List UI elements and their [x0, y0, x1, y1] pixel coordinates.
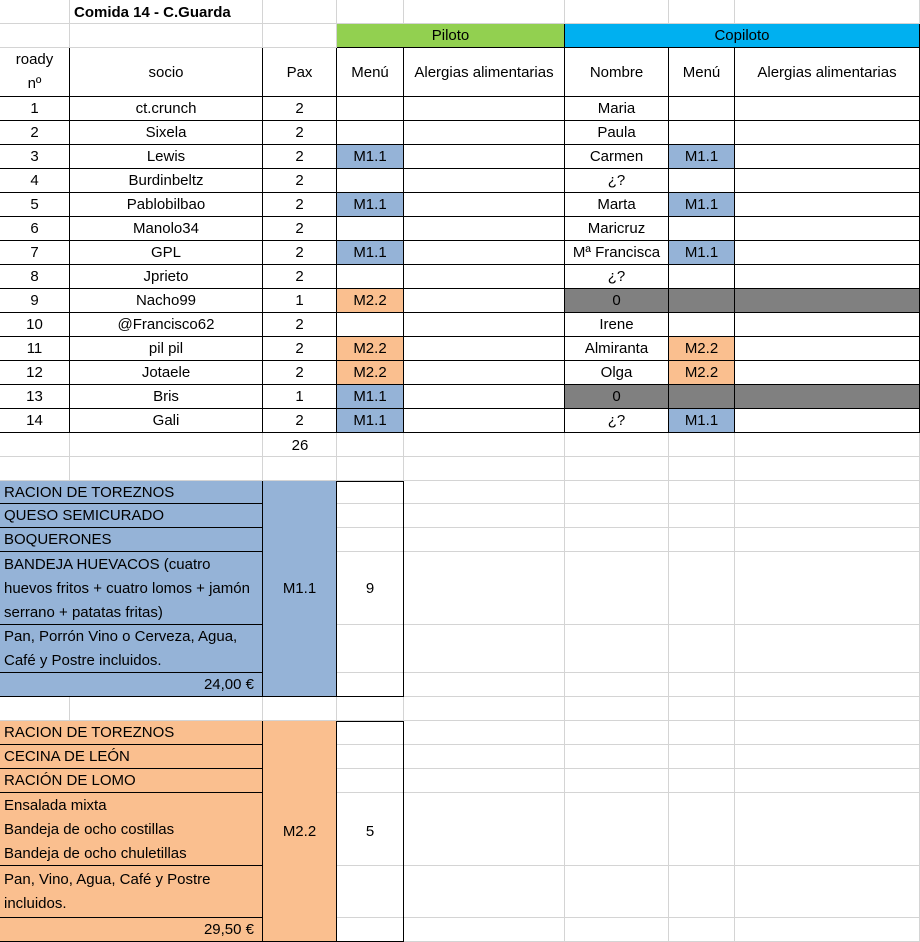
sheet-title[interactable]: Comida 14 - C.Guarda: [74, 3, 231, 21]
roady-number[interactable]: 4: [0, 169, 70, 193]
header-alergias-copiloto[interactable]: Alergias alimentarias: [735, 48, 920, 97]
pax-cell[interactable]: 1: [263, 385, 337, 409]
nombre-copiloto-cell[interactable]: Maricruz: [565, 217, 669, 241]
roady-number[interactable]: 8: [0, 265, 70, 289]
menu-main-dish[interactable]: [0, 793, 263, 866]
roady-number[interactable]: 9: [0, 289, 70, 313]
nombre-copiloto-cell[interactable]: Olga: [565, 361, 669, 385]
header-menu-copiloto[interactable]: Menú: [669, 48, 735, 97]
menu-piloto-cell[interactable]: M2.2: [337, 289, 404, 313]
menu-item[interactable]: CECINA DE LEÓN: [0, 745, 263, 769]
menu-piloto-cell[interactable]: [337, 217, 404, 241]
menu-main-line: Bandeja de ocho chuletillas: [4, 845, 187, 862]
menu-piloto-cell[interactable]: M1.1: [337, 385, 404, 409]
header-menu-piloto[interactable]: Menú: [337, 48, 404, 97]
menu-code[interactable]: M1.1: [263, 481, 337, 697]
menu-piloto-cell[interactable]: M2.2: [337, 361, 404, 385]
menu-copiloto-cell[interactable]: [669, 313, 735, 337]
socio-cell[interactable]: ct.crunch: [70, 97, 263, 121]
roady-number[interactable]: 5: [0, 193, 70, 217]
pax-cell[interactable]: 2: [263, 97, 337, 121]
menu-piloto-cell[interactable]: M2.2: [337, 337, 404, 361]
menu-count[interactable]: 5: [337, 721, 404, 942]
menu-piloto-cell[interactable]: [337, 169, 404, 193]
alergias-piloto-cell[interactable]: [404, 169, 565, 193]
group-copiloto[interactable]: Copiloto: [565, 24, 920, 48]
menu-main-line: Bandeja de ocho costillas: [4, 821, 175, 838]
menu-piloto-cell[interactable]: M1.1: [337, 193, 404, 217]
roady-number[interactable]: 6: [0, 217, 70, 241]
menu-price[interactable]: 29,50 €: [0, 918, 263, 942]
menu-copiloto-cell[interactable]: M1.1: [669, 409, 735, 433]
menu-copiloto-cell[interactable]: M1.1: [669, 145, 735, 169]
pax-cell[interactable]: 2: [263, 241, 337, 265]
socio-cell[interactable]: GPL: [70, 241, 263, 265]
header-alergias-piloto[interactable]: Alergias alimentarias: [404, 48, 565, 97]
alergias-copiloto-cell[interactable]: [735, 361, 920, 385]
alergias-copiloto-cell[interactable]: [735, 385, 920, 409]
nombre-copiloto-cell[interactable]: Mª Francisca: [565, 241, 669, 265]
socio-cell[interactable]: Nacho99: [70, 289, 263, 313]
socio-cell[interactable]: Lewis: [70, 145, 263, 169]
pax-cell[interactable]: 2: [263, 121, 337, 145]
socio-cell[interactable]: Jprieto: [70, 265, 263, 289]
roady-number[interactable]: 7: [0, 241, 70, 265]
nombre-copiloto-cell[interactable]: Carmen: [565, 145, 669, 169]
menu-copiloto-cell[interactable]: M2.2: [669, 337, 735, 361]
roady-number[interactable]: 3: [0, 145, 70, 169]
menu-item[interactable]: BOQUERONES: [0, 528, 263, 552]
alergias-piloto-cell[interactable]: [404, 361, 565, 385]
alergias-piloto-cell[interactable]: [404, 241, 565, 265]
alergias-piloto-cell[interactable]: [404, 97, 565, 121]
alergias-copiloto-cell[interactable]: [735, 169, 920, 193]
socio-cell[interactable]: Burdinbeltz: [70, 169, 263, 193]
menu-copiloto-cell[interactable]: M1.1: [669, 241, 735, 265]
pax-cell[interactable]: 2: [263, 169, 337, 193]
alergias-piloto-cell[interactable]: [404, 217, 565, 241]
menu-copiloto-cell[interactable]: [669, 97, 735, 121]
socio-cell[interactable]: Pablobilbao: [70, 193, 263, 217]
socio-cell[interactable]: Manolo34: [70, 217, 263, 241]
menu-copiloto-cell[interactable]: [669, 289, 735, 313]
nombre-copiloto-cell[interactable]: Marta: [565, 193, 669, 217]
header-roady[interactable]: roady nº: [0, 48, 70, 97]
menu-copiloto-cell[interactable]: M1.1: [669, 193, 735, 217]
pax-cell[interactable]: 2: [263, 409, 337, 433]
alergias-copiloto-cell[interactable]: [735, 409, 920, 433]
menu-copiloto-cell[interactable]: M2.2: [669, 361, 735, 385]
header-nombre[interactable]: Nombre: [565, 48, 669, 97]
menu-piloto-cell[interactable]: [337, 265, 404, 289]
nombre-copiloto-cell[interactable]: ¿?: [565, 409, 669, 433]
alergias-piloto-cell[interactable]: [404, 409, 565, 433]
menu-piloto-cell[interactable]: [337, 313, 404, 337]
roady-number[interactable]: 13: [0, 385, 70, 409]
menu-copiloto-cell[interactable]: [669, 265, 735, 289]
menu-piloto-cell[interactable]: [337, 97, 404, 121]
header-socio[interactable]: socio: [70, 48, 263, 97]
menu-item[interactable]: RACION DE TOREZNOS: [0, 721, 263, 745]
menu-piloto-cell[interactable]: M1.1: [337, 145, 404, 169]
socio-cell[interactable]: Jotaele: [70, 361, 263, 385]
alergias-copiloto-cell[interactable]: [735, 145, 920, 169]
nombre-copiloto-cell[interactable]: Irene: [565, 313, 669, 337]
roady-number[interactable]: 10: [0, 313, 70, 337]
alergias-copiloto-cell[interactable]: [735, 97, 920, 121]
pax-cell[interactable]: 1: [263, 289, 337, 313]
socio-cell[interactable]: Sixela: [70, 121, 263, 145]
nombre-copiloto-cell[interactable]: Maria: [565, 97, 669, 121]
menu-price[interactable]: 24,00 €: [0, 673, 263, 697]
nombre-copiloto-cell[interactable]: Almiranta: [565, 337, 669, 361]
alergias-piloto-cell[interactable]: [404, 145, 565, 169]
menu-copiloto-cell[interactable]: [669, 217, 735, 241]
menu-piloto-cell[interactable]: M1.1: [337, 409, 404, 433]
header-pax[interactable]: Pax: [263, 48, 337, 97]
socio-cell[interactable]: Gali: [70, 409, 263, 433]
menu-main-dish[interactable]: BANDEJA HUEVACOS (cuatro huevos fritos + cuatro lomos + jamón serrano + patatas fritas): [0, 552, 263, 625]
pax-cell[interactable]: 2: [263, 145, 337, 169]
alergias-copiloto-cell[interactable]: [735, 265, 920, 289]
nombre-copiloto-cell[interactable]: Paula: [565, 121, 669, 145]
menu-included[interactable]: Pan, Porrón Vino o Cerveza, Agua, Café y Postre incluidos.: [0, 625, 263, 673]
menu-item[interactable]: QUESO SEMICURADO: [0, 504, 263, 528]
nombre-copiloto-cell[interactable]: 0: [565, 385, 669, 409]
roady-number[interactable]: 12: [0, 361, 70, 385]
socio-cell[interactable]: pil pil: [70, 337, 263, 361]
alergias-copiloto-cell[interactable]: [735, 313, 920, 337]
pax-cell[interactable]: 2: [263, 217, 337, 241]
alergias-piloto-cell[interactable]: [404, 193, 565, 217]
alergias-piloto-cell[interactable]: [404, 313, 565, 337]
socio-cell[interactable]: @Francisco62: [70, 313, 263, 337]
alergias-copiloto-cell[interactable]: [735, 241, 920, 265]
roady-number[interactable]: 14: [0, 409, 70, 433]
alergias-copiloto-cell[interactable]: [735, 289, 920, 313]
roady-number[interactable]: 2: [0, 121, 70, 145]
menu-main-line: Ensalada mixta: [4, 797, 107, 814]
menu-item[interactable]: RACIÓN DE LOMO: [0, 769, 263, 793]
menu-piloto-cell[interactable]: [337, 121, 404, 145]
menu-copiloto-cell[interactable]: [669, 385, 735, 409]
alergias-piloto-cell[interactable]: [404, 289, 565, 313]
pax-cell[interactable]: 2: [263, 265, 337, 289]
nombre-copiloto-cell[interactable]: ¿?: [565, 265, 669, 289]
menu-copiloto-cell[interactable]: [669, 121, 735, 145]
menu-copiloto-cell[interactable]: [669, 169, 735, 193]
menu-code[interactable]: M2.2: [263, 721, 337, 942]
alergias-piloto-cell[interactable]: [404, 337, 565, 361]
alergias-copiloto-cell[interactable]: [735, 193, 920, 217]
total-pax[interactable]: 26: [291, 436, 309, 454]
menu-count[interactable]: 9: [337, 481, 404, 697]
nombre-copiloto-cell[interactable]: 0: [565, 289, 669, 313]
pax-cell[interactable]: 2: [263, 193, 337, 217]
alergias-copiloto-cell[interactable]: [735, 337, 920, 361]
nombre-copiloto-cell[interactable]: ¿?: [565, 169, 669, 193]
alergias-piloto-cell[interactable]: [404, 121, 565, 145]
menu-included[interactable]: Pan, Vino, Agua, Café y Postre incluidos.: [0, 866, 263, 918]
socio-cell[interactable]: Bris: [70, 385, 263, 409]
roady-number[interactable]: 1: [0, 97, 70, 121]
menu-item[interactable]: RACION DE TOREZNOS: [0, 481, 263, 504]
alergias-piloto-cell[interactable]: [404, 265, 565, 289]
menu-piloto-cell[interactable]: M1.1: [337, 241, 404, 265]
pax-cell[interactable]: 2: [263, 361, 337, 385]
roady-number[interactable]: 11: [0, 337, 70, 361]
alergias-copiloto-cell[interactable]: [735, 121, 920, 145]
alergias-piloto-cell[interactable]: [404, 385, 565, 409]
pax-cell[interactable]: 2: [263, 337, 337, 361]
group-piloto[interactable]: Piloto: [337, 24, 565, 48]
alergias-copiloto-cell[interactable]: [735, 217, 920, 241]
pax-cell[interactable]: 2: [263, 313, 337, 337]
